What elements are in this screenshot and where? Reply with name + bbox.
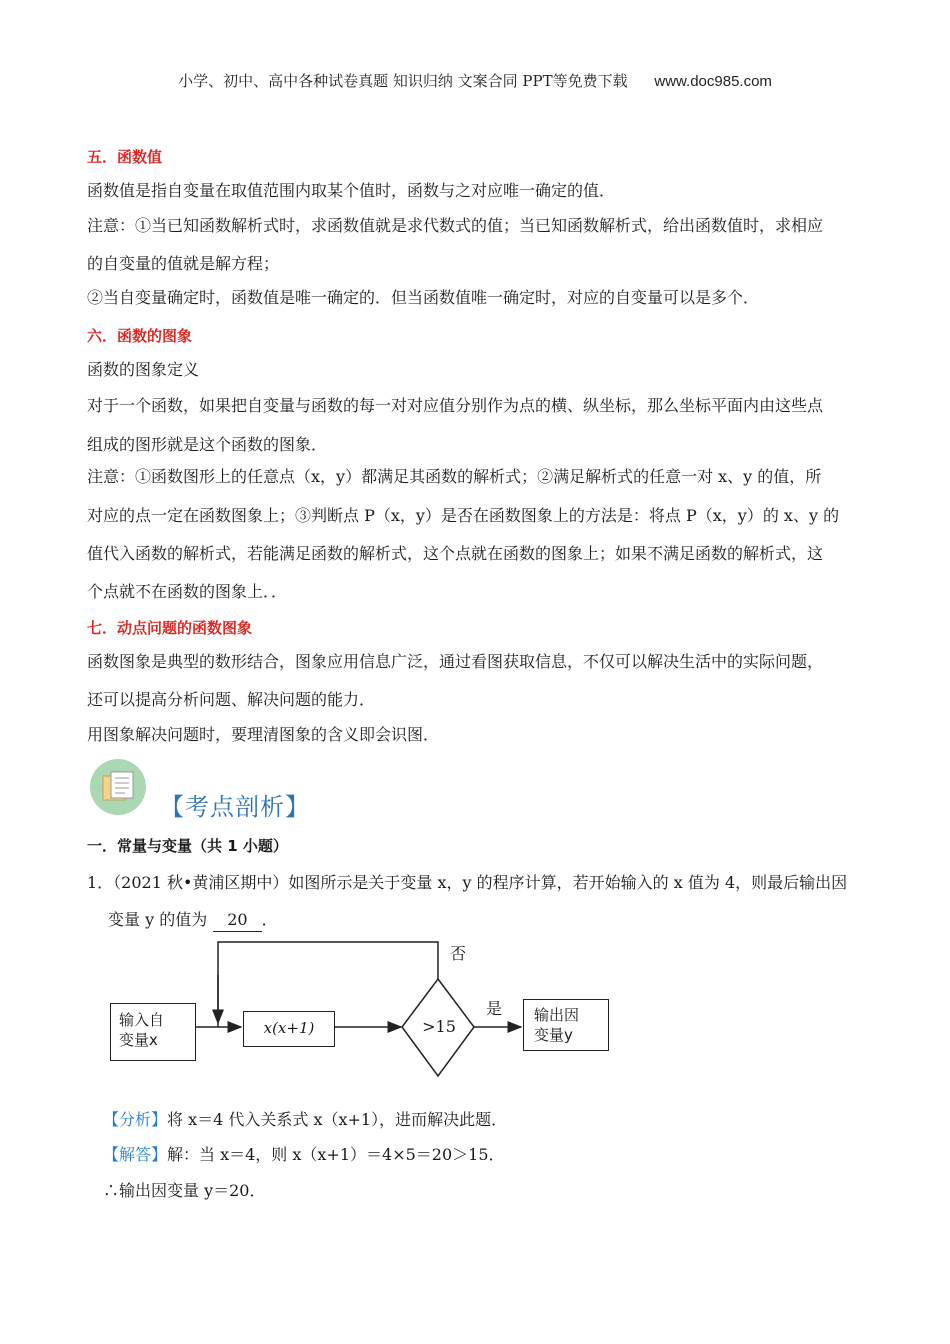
output-box-line1: 输出因 [534, 1006, 580, 1024]
input-box [110, 1003, 196, 1061]
section-5-title: 五．函数值 [87, 148, 163, 166]
sec7-p3: 用图象解决问题时，要理清图象的含义即会识图． [87, 725, 440, 744]
question-1-suffix: ． [261, 910, 278, 929]
sec5-p3: 的自变量的值就是解方程； [87, 254, 280, 273]
solution-text: 解：当 x＝4，则 x（x+1）＝4×5＝20＞15． [167, 1145, 505, 1164]
sec7-p1: 函数图象是典型的数形结合，图象应用信息广泛，通过看图获取信息，不仅可以解决生活中的实际问题， [87, 652, 824, 671]
flowchart [110, 935, 630, 1085]
decision-label: >15 [422, 1017, 456, 1036]
part1-title: 一．常量与变量（共 1 小题） [87, 837, 288, 855]
page-header [0, 70, 950, 91]
output-box [523, 999, 609, 1051]
input-box-line1: 输入自 [119, 1011, 165, 1029]
header-text: 小学、初中、高中各种试卷真题 知识归纳 文案合同 PPT等免费下载 [178, 72, 628, 90]
sec5-p1: 函数值是指自变量在取值范围内取某个值时，函数与之对应唯一确定的值． [87, 181, 616, 200]
question-1-answer: 20 [213, 909, 261, 932]
question-1-line1: 1．（2021 秋•黄浦区期中）如图所示是关于变量 x，y 的程序计算，若开始输入的 x 值为 4，则最后输出因 [87, 873, 848, 892]
sec5-p4: ②当自变量确定时，函数值是唯一确定的．但当函数值唯一确定时，对应的自变量可以是多个． [87, 288, 760, 307]
sec5-p2: 注意：①当已知函数解析式时，求函数值就是求代数式的值；当已知函数解析式，给出函数值时，求相应 [87, 216, 824, 235]
yes-label: 是 [486, 999, 503, 1018]
input-box-line2: 变量x [119, 1031, 158, 1049]
sec6-p1: 函数的图象定义 [87, 360, 200, 379]
analysis-text: 将 x＝4 代入关系式 x（x+1），进而解决此题． [167, 1110, 508, 1129]
solution-conclusion: ∴输出因变量 y＝20． [103, 1181, 266, 1200]
section-7-title: 七．动点问题的函数图象 [87, 619, 253, 637]
solution [103, 1144, 505, 1166]
sec7-p2: 还可以提高分析问题、解决问题的能力． [87, 690, 376, 709]
sec6-p6: 值代入函数的解析式，若能满足函数的解析式，这个点就在函数的图象上；如果不满足函数的解析式，这 [87, 544, 824, 563]
sec6-p5: 对应的点一定在函数图象上；③判断点 P（x，y）是否在函数图象上的方法是：将点 P（x，y）的 x、y 的 [87, 506, 840, 525]
solution-tag: 【解答】 [103, 1145, 168, 1164]
sec6-p2: 对于一个函数，如果把自变量与函数的每一对对应值分别作为点的横、纵坐标，那么坐标平面内由这些点 [87, 396, 824, 415]
document-icon [89, 758, 147, 816]
no-label: 否 [450, 944, 467, 963]
kaodian-title: 【考点剖析】 [160, 793, 310, 821]
sec6-p3: 组成的图形就是这个函数的图象． [87, 435, 328, 454]
section-6-title: 六．函数的图象 [87, 327, 193, 345]
question-1-prefix: 变量 y 的值为 [108, 910, 208, 929]
question-1-line2 [108, 909, 278, 932]
calc-box: x(x+1) [243, 1011, 335, 1047]
sec6-p7: 个点就不在函数的图象上．． [87, 582, 288, 601]
header-site[interactable]: www.doc985.com [654, 73, 772, 90]
analysis-tag: 【分析】 [103, 1110, 168, 1129]
sec6-p4: 注意：①函数图形上的任意点（x，y）都满足其函数的解析式；②满足解析式的任意一对 x、y 的值，所 [87, 467, 822, 486]
analysis [103, 1109, 507, 1131]
output-box-line2: 变量y [534, 1026, 573, 1044]
